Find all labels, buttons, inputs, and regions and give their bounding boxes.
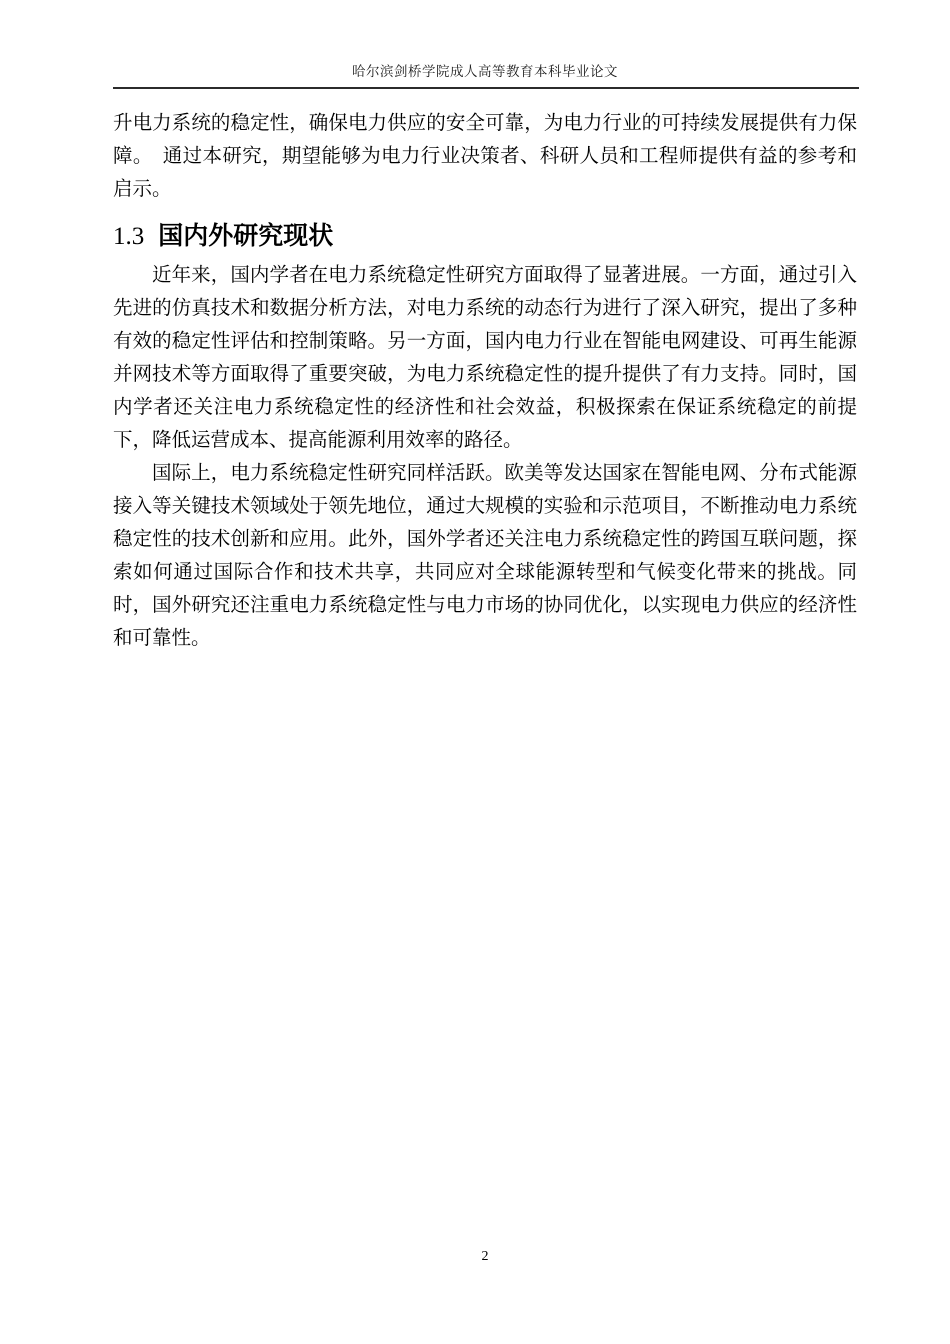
page-footer — [113, 1248, 857, 1266]
intro-paragraph: 升电力系统的稳定性，确保电力供应的安全可靠，为电力行业的可持续发展提供有力保障。 通过本研究，期望能够为电力行业决策者、科研人员和工程师提供有益的参考和启示。 — [113, 113, 857, 200]
header-title: 哈尔滨剑桥学院成人高等教育本科毕业论文 — [352, 64, 618, 79]
section-paragraph-domestic: 近年来，国内学者在电力系统稳定性研究方面取得了显著进展。一方面，通过引入先进的仿真技术和数据分析方法，对电力系统的动态行为进行了深入研究，提出了多种有效的稳定性评估和控制策略。另一方面，国内电力行业在智能电网建设、可再生能源并网技术等方面取得了重要突破，为电力系统稳定性的提升提供了有力支持。同时，国内学者还关注电力系统稳定性的经济性和社会效益，积极探索在保证系统稳定的前提下，降低运营成本、提高能源利用效率的路径。 — [113, 265, 857, 451]
page-number: 2 — [481, 1249, 489, 1264]
section-paragraph-international: 国际上，电力系统稳定性研究同样活跃。欧美等发达国家在智能电网、分布式能源接入等关键技术领域处于领先地位，通过大规模的实验和示范项目，不断推动电力系统稳定性的技术创新和应用。此外，国外学者还关注电力系统稳定性的跨国互联问题，探索如何通过国际合作和技术共享，共同应对全球能源转型和气候变化带来的挑战。同时，国外研究还注重电力系统稳定性与电力市场的协同优化，以实现电力供应的经济性和可靠性。 — [113, 463, 857, 649]
page-header — [113, 63, 857, 81]
section-title: 国内外研究现状 — [158, 222, 334, 250]
section-heading — [113, 218, 857, 255]
header-divider — [113, 87, 859, 89]
section-number: 1.3 — [113, 223, 145, 250]
page-body — [113, 107, 857, 655]
